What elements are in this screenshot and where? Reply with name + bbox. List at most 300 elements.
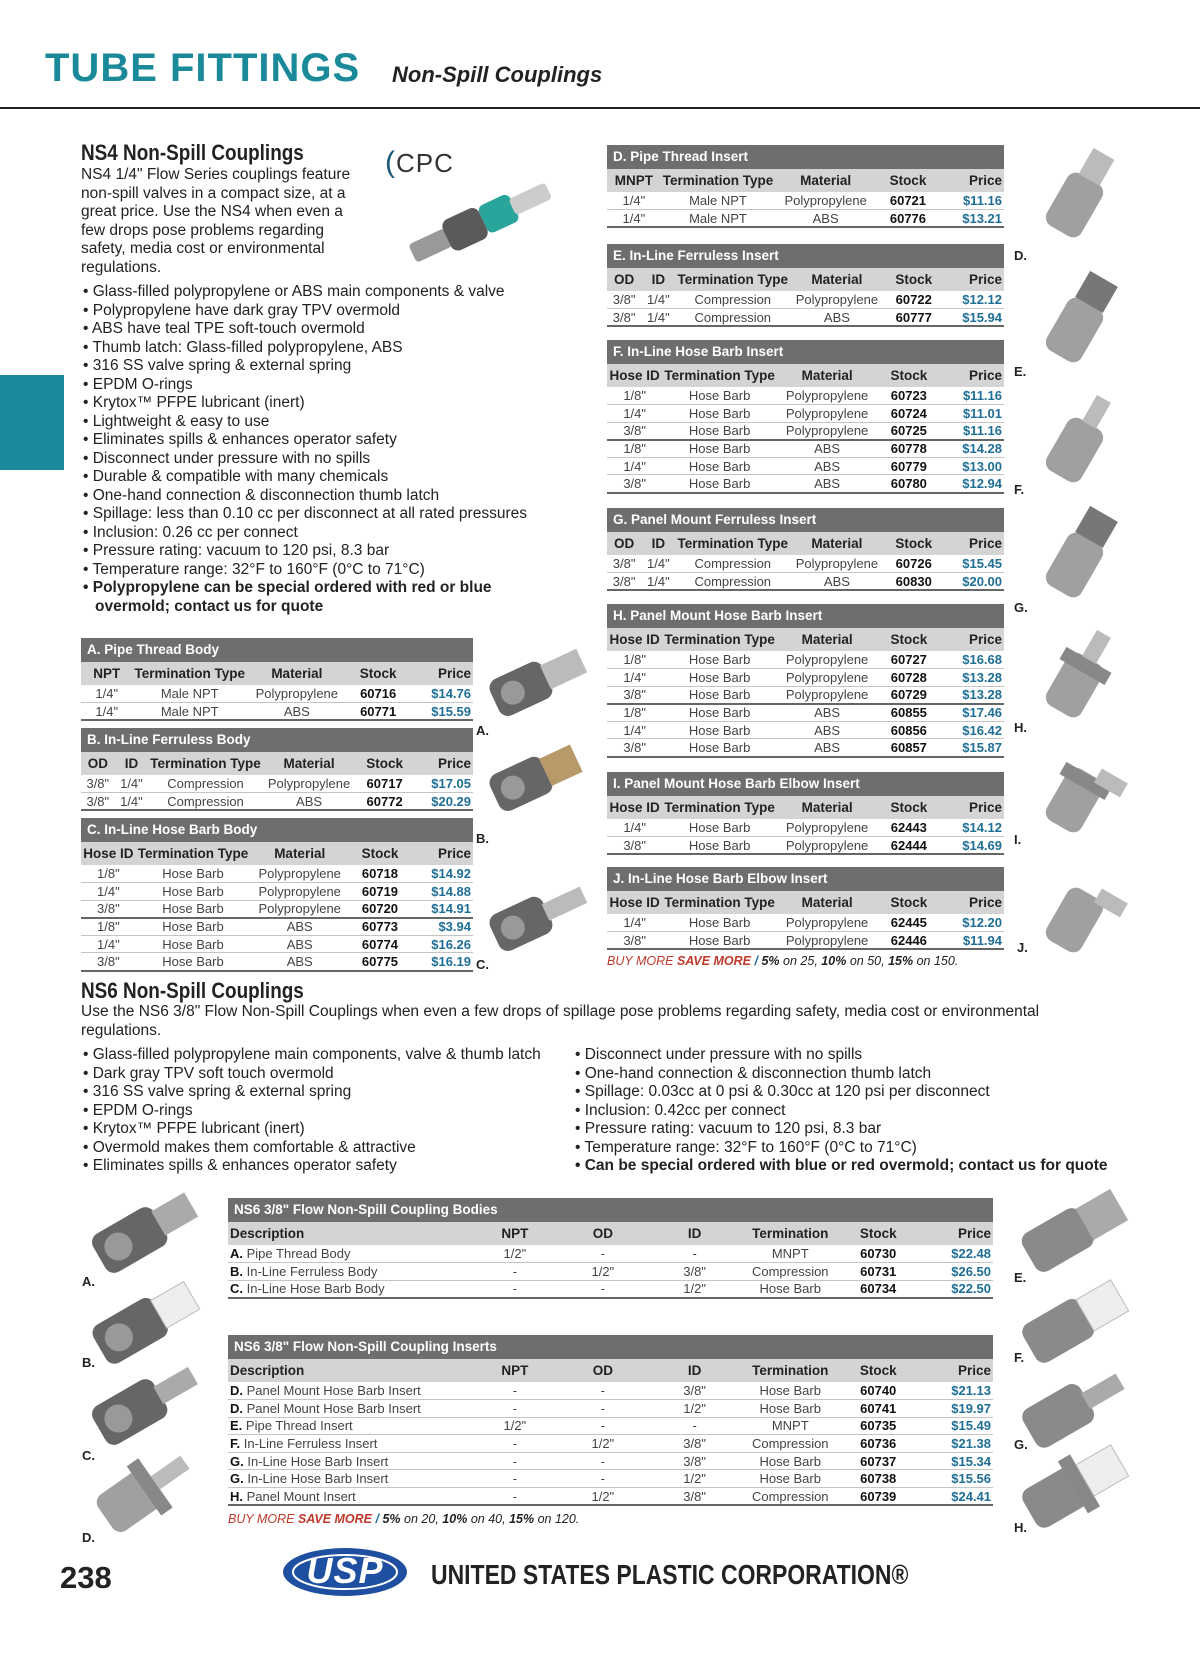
table-cell: 1/2"	[649, 1280, 741, 1298]
table-cell: -	[473, 1488, 557, 1506]
table-cell: Polypropylene	[250, 865, 349, 883]
table-cell: 60720	[349, 900, 411, 918]
table-cell: 1/2"	[557, 1263, 649, 1281]
product-image-a	[480, 635, 600, 720]
table-cell: Hose Barb	[136, 865, 251, 883]
table-cell: 60772	[355, 793, 414, 811]
product-image-h	[1022, 620, 1142, 725]
ns6-product-image-h	[1010, 1440, 1140, 1530]
column-header: OD	[607, 532, 641, 555]
page-subtitle: Non-Spill Couplings	[392, 62, 603, 87]
ns6-label-h: H.	[1014, 1520, 1027, 1535]
table-cell: ABS	[790, 573, 884, 591]
table-row	[607, 210, 1004, 228]
table-cell: $14.12	[940, 819, 1004, 837]
bullet-item: • 316 SS valve spring & external spring	[81, 1083, 571, 1102]
bullet-item: • Krytox™ PFPE lubricant (inert)	[81, 394, 551, 413]
table-cell: Polypropylene	[777, 651, 877, 669]
table-cell: 62444	[877, 837, 940, 855]
table-cell: Polypropylene	[777, 914, 877, 932]
column-header: Material	[250, 842, 349, 865]
table-cell: 60830	[884, 573, 944, 591]
column-header: Material	[790, 532, 884, 555]
table-row	[81, 703, 473, 721]
ns6-label-a: A.	[82, 1274, 95, 1289]
table-cell: $13.00	[940, 457, 1004, 475]
label-a: A.	[476, 723, 489, 738]
table-cell: 60736	[840, 1435, 917, 1453]
table-cell: Male NPT	[132, 685, 247, 703]
ns6-bullets-left	[81, 1046, 571, 1176]
table-cell: 60774	[349, 935, 411, 953]
table-cell: $16.19	[411, 953, 473, 971]
table-cell: 3/8"	[649, 1488, 741, 1506]
table-cell: Polypropylene	[777, 387, 877, 405]
column-header: Price	[916, 1359, 993, 1382]
column-header: Termination Type	[661, 169, 776, 192]
label-j: J.	[1017, 940, 1028, 955]
bullet-item: • Inclusion: 0.26 cc per connect	[81, 524, 551, 543]
table-title: NS6 3/8" Flow Non-Spill Coupling Bodies	[228, 1198, 993, 1222]
table-cell: Hose Barb	[136, 935, 251, 953]
column-header: Stock	[355, 752, 414, 775]
table-cell: 1/4"	[81, 703, 132, 721]
table-cell: Hose Barb	[136, 953, 251, 971]
table-cell: Polypropylene	[790, 291, 884, 309]
ns6-label-g: G.	[1014, 1437, 1028, 1452]
column-header: Termination Type	[662, 891, 777, 914]
product-image-f	[1022, 385, 1142, 490]
table-cell-description: A. Pipe Thread Body	[228, 1245, 473, 1263]
table-cell: 60856	[877, 721, 940, 739]
table-cell: $16.68	[940, 651, 1004, 669]
table-cell: 60735	[840, 1417, 917, 1435]
table-cell: 60728	[877, 669, 940, 687]
ns6-label-b: B.	[82, 1355, 95, 1370]
table-cell: 3/8"	[607, 309, 641, 327]
bullet-item: • Dark gray TPV soft touch overmold	[81, 1065, 571, 1084]
table-row	[228, 1435, 993, 1453]
column-header: Price	[940, 169, 1004, 192]
table-cell: 1/4"	[607, 914, 662, 932]
table-row	[81, 953, 473, 971]
table-cell: Hose Barb	[741, 1400, 840, 1418]
table-cell: Hose Barb	[662, 819, 777, 837]
bullet-item: • Eliminates spills & enhances operator safety	[81, 1157, 571, 1176]
column-header: ID	[115, 752, 149, 775]
table-cell: 62443	[877, 819, 940, 837]
table-cell: Polypropylene	[250, 900, 349, 918]
table-cell: $14.69	[940, 837, 1004, 855]
table-cell: Male NPT	[132, 703, 247, 721]
table-cell: Hose Barb	[136, 918, 251, 936]
table-cell: Hose Barb	[662, 721, 777, 739]
table-cell: 3/8"	[607, 422, 662, 440]
ns6-promo: BUY MORE SAVE MORE / 5% on 20, 10% on 40, 15% on 120.	[228, 1512, 580, 1526]
table-cell: Hose Barb	[136, 900, 251, 918]
table-row	[607, 405, 1004, 423]
table-cell: $22.50	[916, 1280, 993, 1298]
table-title: NS6 3/8" Flow Non-Spill Coupling Inserts	[228, 1335, 993, 1359]
table-cell: $13.28	[940, 669, 1004, 687]
column-header: Price	[410, 662, 473, 685]
column-header: Material	[247, 662, 347, 685]
column-header: Price	[414, 752, 473, 775]
table-cell: $15.45	[944, 555, 1004, 573]
table-row	[228, 1263, 993, 1281]
table-cell: 3/8"	[607, 837, 662, 855]
table-cell: ABS	[247, 703, 347, 721]
table-cell: Polypropylene	[777, 837, 877, 855]
table-row	[607, 932, 1004, 950]
table-cell: Compression	[741, 1435, 840, 1453]
column-header: Hose ID	[607, 796, 662, 819]
table-cell: -	[557, 1452, 649, 1470]
table-cell: 60739	[840, 1488, 917, 1506]
bullet-item: • Eliminates spills & enhances operator safety	[81, 431, 551, 450]
ns6-product-image-a	[82, 1180, 212, 1280]
bullet-item: • Lightweight & easy to use	[81, 413, 551, 432]
table-row	[81, 935, 473, 953]
table-cell: 3/8"	[607, 932, 662, 950]
table-row	[607, 192, 1004, 210]
table-cell: ABS	[777, 739, 877, 757]
table-cell: Polypropylene	[250, 883, 349, 901]
table-title: C. In-Line Hose Barb Body	[81, 818, 473, 842]
table-cell: Hose Barb	[662, 387, 777, 405]
table-cell: $11.16	[940, 422, 1004, 440]
table-cell: $15.94	[944, 309, 1004, 327]
table-cell: 60775	[349, 953, 411, 971]
table-cell: 60738	[840, 1470, 917, 1488]
table-cell: $13.21	[940, 210, 1004, 228]
table-cell: Polypropylene	[775, 192, 876, 210]
table-cell: 60779	[877, 457, 940, 475]
table-cell: Polypropylene	[777, 932, 877, 950]
table-cell: 3/8"	[607, 555, 641, 573]
column-header: Termination Type	[132, 662, 247, 685]
table-cell: Polypropylene	[777, 669, 877, 687]
ns6-intro: Use the NS6 3/8" Flow Non-Spill Couplings when even a few drops of spillage pose problems regarding safety, media cost or environmental regulations.	[81, 1003, 1040, 1039]
table-cell: Polypropylene	[777, 405, 877, 423]
table-a-pipe-thread-body	[81, 638, 473, 721]
table-cell: 60780	[877, 475, 940, 493]
column-header: Price	[940, 364, 1004, 387]
table-f-inline-hose-barb-insert	[607, 340, 1004, 494]
table-cell: $15.87	[940, 739, 1004, 757]
table-cell: 60717	[355, 775, 414, 793]
table-cell: Hose Barb	[741, 1280, 840, 1298]
table-cell: $17.46	[940, 704, 1004, 722]
table-title: H. Panel Mount Hose Barb Insert	[607, 604, 1004, 628]
table-row	[228, 1488, 993, 1506]
table-cell: $21.38	[916, 1435, 993, 1453]
table-cell: 1/2"	[649, 1470, 741, 1488]
ns6-product-image-d	[82, 1445, 212, 1535]
table-cell: Hose Barb	[741, 1382, 840, 1400]
table-cell: 1/8"	[607, 387, 662, 405]
table-b-inline-ferruless-body	[81, 728, 473, 811]
table-cell: 60722	[884, 291, 944, 309]
table-row	[228, 1452, 993, 1470]
table-title: E. In-Line Ferruless Insert	[607, 244, 1004, 268]
table-h-panel-mount-hose-barb-insert	[607, 604, 1004, 758]
table-cell: 60721	[876, 192, 940, 210]
table-row	[607, 457, 1004, 475]
table-cell: 60777	[884, 309, 944, 327]
table-cell: ABS	[263, 793, 356, 811]
table-cell: -	[473, 1382, 557, 1400]
table-cell: Hose Barb	[662, 932, 777, 950]
table-cell: Compression	[676, 291, 791, 309]
column-header: ID	[649, 1359, 741, 1382]
table-row	[81, 883, 473, 901]
table-cell: $15.56	[916, 1470, 993, 1488]
bullet-item: • Polypropylene have dark gray TPV overmold	[81, 302, 551, 321]
table-cell: 3/8"	[81, 900, 136, 918]
table-cell: 60776	[876, 210, 940, 228]
table-ns6-bodies	[228, 1198, 993, 1299]
table-row	[228, 1470, 993, 1488]
table-cell: $21.13	[916, 1382, 993, 1400]
table-cell: 1/8"	[81, 865, 136, 883]
table-cell: 60773	[349, 918, 411, 936]
table-cell: Compression	[741, 1488, 840, 1506]
column-header: Stock	[884, 268, 944, 291]
table-cell: Compression	[148, 775, 263, 793]
column-header: Hose ID	[607, 364, 662, 387]
table-cell: 1/8"	[607, 704, 662, 722]
table-cell: -	[649, 1417, 741, 1435]
table-cell: Hose Barb	[136, 883, 251, 901]
column-header: Price	[940, 628, 1004, 651]
column-header: Material	[777, 796, 877, 819]
table-cell: $11.01	[940, 405, 1004, 423]
table-cell: -	[649, 1245, 741, 1263]
table-cell: -	[473, 1400, 557, 1418]
table-cell: ABS	[250, 953, 349, 971]
table-cell: 1/8"	[81, 918, 136, 936]
table-row	[81, 900, 473, 918]
table-cell: 1/2"	[557, 1435, 649, 1453]
table-cell: -	[557, 1470, 649, 1488]
table-cell: $20.29	[414, 793, 473, 811]
table-cell: Compression	[676, 573, 791, 591]
table-row	[607, 739, 1004, 757]
ns6-product-image-c	[82, 1350, 212, 1455]
table-cell: $14.92	[411, 865, 473, 883]
table-row	[81, 685, 473, 703]
table-cell: $12.12	[944, 291, 1004, 309]
table-cell: 3/8"	[607, 739, 662, 757]
table-cell: Polypropylene	[247, 685, 347, 703]
column-header: Material	[777, 364, 877, 387]
table-cell: 1/4"	[81, 883, 136, 901]
table-cell: 3/8"	[81, 953, 136, 971]
table-cell-description: F. In-Line Ferruless Insert	[228, 1435, 473, 1453]
table-cell: 1/4"	[607, 669, 662, 687]
product-image-c	[480, 870, 600, 955]
table-row	[607, 651, 1004, 669]
table-cell: $12.94	[940, 475, 1004, 493]
column-header: Description	[228, 1222, 473, 1245]
label-e: E.	[1014, 364, 1027, 379]
bullet-item: • Overmold makes them comfortable & attractive	[81, 1139, 571, 1158]
table-cell: 60716	[347, 685, 410, 703]
bullet-item: • Glass-filled polypropylene main components, valve & thumb latch	[81, 1046, 571, 1065]
table-row	[228, 1382, 993, 1400]
table-cell: 62446	[877, 932, 940, 950]
table-cell-description: G. In-Line Hose Barb Insert	[228, 1452, 473, 1470]
table-row	[81, 865, 473, 883]
table-e-inline-ferruless-insert	[607, 244, 1004, 327]
table-cell: Hose Barb	[662, 837, 777, 855]
table-cell: Hose Barb	[662, 704, 777, 722]
table-cell: 1/4"	[81, 935, 136, 953]
column-header: Termination Type	[148, 752, 263, 775]
table-cell: -	[473, 1280, 557, 1298]
column-header: Stock	[840, 1222, 917, 1245]
table-cell: $16.42	[940, 721, 1004, 739]
table-row	[607, 837, 1004, 855]
column-header: Material	[263, 752, 356, 775]
table-cell: Hose Barb	[662, 686, 777, 704]
table-cell: $16.26	[411, 935, 473, 953]
product-image-b	[480, 730, 600, 815]
table-cell: Hose Barb	[662, 669, 777, 687]
table-cell: 60771	[347, 703, 410, 721]
table-cell: $24.41	[916, 1488, 993, 1506]
column-header: Termination Type	[662, 796, 777, 819]
table-cell-description: B. In-Line Ferruless Body	[228, 1263, 473, 1281]
table-cell: 3/8"	[649, 1263, 741, 1281]
table-cell: 1/4"	[607, 210, 661, 228]
table-cell: $22.48	[916, 1245, 993, 1263]
table-cell: Polypropylene	[790, 555, 884, 573]
label-b: B.	[476, 831, 489, 846]
column-header: Price	[944, 268, 1004, 291]
table-cell: 1/4"	[607, 192, 661, 210]
header-rule	[0, 107, 1200, 109]
table-cell: 60740	[840, 1382, 917, 1400]
bullet-item: • Glass-filled polypropylene or ABS main components & valve	[81, 283, 551, 302]
table-cell: ABS	[777, 704, 877, 722]
column-header: ID	[641, 268, 675, 291]
table-cell: Polypropylene	[777, 422, 877, 440]
table-title: B. In-Line Ferruless Body	[81, 728, 473, 752]
table-cell: 3/8"	[81, 775, 115, 793]
table-cell: 1/4"	[641, 573, 675, 591]
table-cell: 3/8"	[649, 1382, 741, 1400]
table-title: G. Panel Mount Ferruless Insert	[607, 508, 1004, 532]
column-header: Material	[777, 628, 877, 651]
bullet-item: • Temperature range: 32°F to 160°F (0°C to 71°C)	[573, 1139, 1133, 1158]
bullet-item: • EPDM O-rings	[81, 376, 551, 395]
table-row	[607, 573, 1004, 591]
table-row	[607, 291, 1004, 309]
column-header: Price	[940, 796, 1004, 819]
bullet-item: • One-hand connection & disconnection thumb latch	[81, 487, 551, 506]
column-header: Price	[916, 1222, 993, 1245]
ns6-label-f: F.	[1014, 1350, 1025, 1365]
ns6-label-e: E.	[1014, 1270, 1027, 1285]
label-h: H.	[1014, 720, 1027, 735]
label-c: C.	[476, 957, 489, 972]
column-header: Description	[228, 1359, 473, 1382]
table-cell: -	[557, 1245, 649, 1263]
table-j-inline-hose-barb-elbow-insert	[607, 867, 1004, 950]
table-cell: Male NPT	[661, 210, 776, 228]
table-cell: Male NPT	[661, 192, 776, 210]
table-cell: Polypropylene	[777, 819, 877, 837]
table-cell: 3/8"	[607, 475, 662, 493]
table-cell: -	[557, 1400, 649, 1418]
table-cell-description: H. Panel Mount Insert	[228, 1488, 473, 1506]
label-i: I.	[1014, 832, 1022, 847]
table-cell: Compression	[676, 555, 791, 573]
table-cell: 3/8"	[607, 686, 662, 704]
column-header: Termination Type	[136, 842, 251, 865]
table-row	[607, 704, 1004, 722]
table-cell: 1/2"	[557, 1488, 649, 1506]
table-cell: ABS	[250, 935, 349, 953]
table-cell: 60730	[840, 1245, 917, 1263]
table-cell: ABS	[777, 721, 877, 739]
table-ns6-inserts	[228, 1335, 993, 1506]
table-cell: 1/4"	[641, 291, 675, 309]
corporation-name: UNITED STATES PLASTIC CORPORATION®	[431, 1559, 909, 1590]
table-row	[607, 721, 1004, 739]
side-tab	[0, 375, 64, 470]
table-row	[607, 309, 1004, 327]
bullet-item: • Krytox™ PFPE lubricant (inert)	[81, 1120, 571, 1139]
table-cell: 60725	[877, 422, 940, 440]
table-row	[81, 775, 473, 793]
table-title: J. In-Line Hose Barb Elbow Insert	[607, 867, 1004, 891]
table-cell: 3/8"	[649, 1435, 741, 1453]
table-cell: $14.28	[940, 440, 1004, 458]
table-cell: 60855	[877, 704, 940, 722]
column-header: Material	[777, 891, 877, 914]
table-cell: Polypropylene	[777, 686, 877, 704]
table-cell: ABS	[777, 475, 877, 493]
table-row	[228, 1417, 993, 1435]
table-row	[81, 793, 473, 811]
table-cell: $11.16	[940, 192, 1004, 210]
table-cell: 60718	[349, 865, 411, 883]
table-row	[607, 387, 1004, 405]
product-image-j	[1022, 855, 1142, 960]
bullet-item: • Polypropylene can be special ordered with red or blue overmold; contact us for quote	[81, 579, 551, 616]
bullet-item: • ABS have teal TPE soft-touch overmold	[81, 320, 551, 339]
column-header: NPT	[81, 662, 132, 685]
table-cell: ABS	[775, 210, 876, 228]
column-header: Price	[411, 842, 473, 865]
table-cell: 62445	[877, 914, 940, 932]
table-cell: Hose Barb	[741, 1470, 840, 1488]
table-row	[607, 422, 1004, 440]
bullet-item: • Spillage: 0.03cc at 0 psi & 0.30cc at 120 psi per disconnect	[573, 1083, 1133, 1102]
page-title: TUBE FITTINGS	[45, 46, 361, 90]
table-row	[607, 914, 1004, 932]
ns6-title: NS6 Non-Spill Couplings	[81, 978, 304, 1003]
table-cell: 60778	[877, 440, 940, 458]
table-row	[228, 1400, 993, 1418]
table-cell: $11.94	[940, 932, 1004, 950]
column-header: OD	[607, 268, 641, 291]
table-cell: 60723	[877, 387, 940, 405]
table-cell: Hose Barb	[662, 422, 777, 440]
